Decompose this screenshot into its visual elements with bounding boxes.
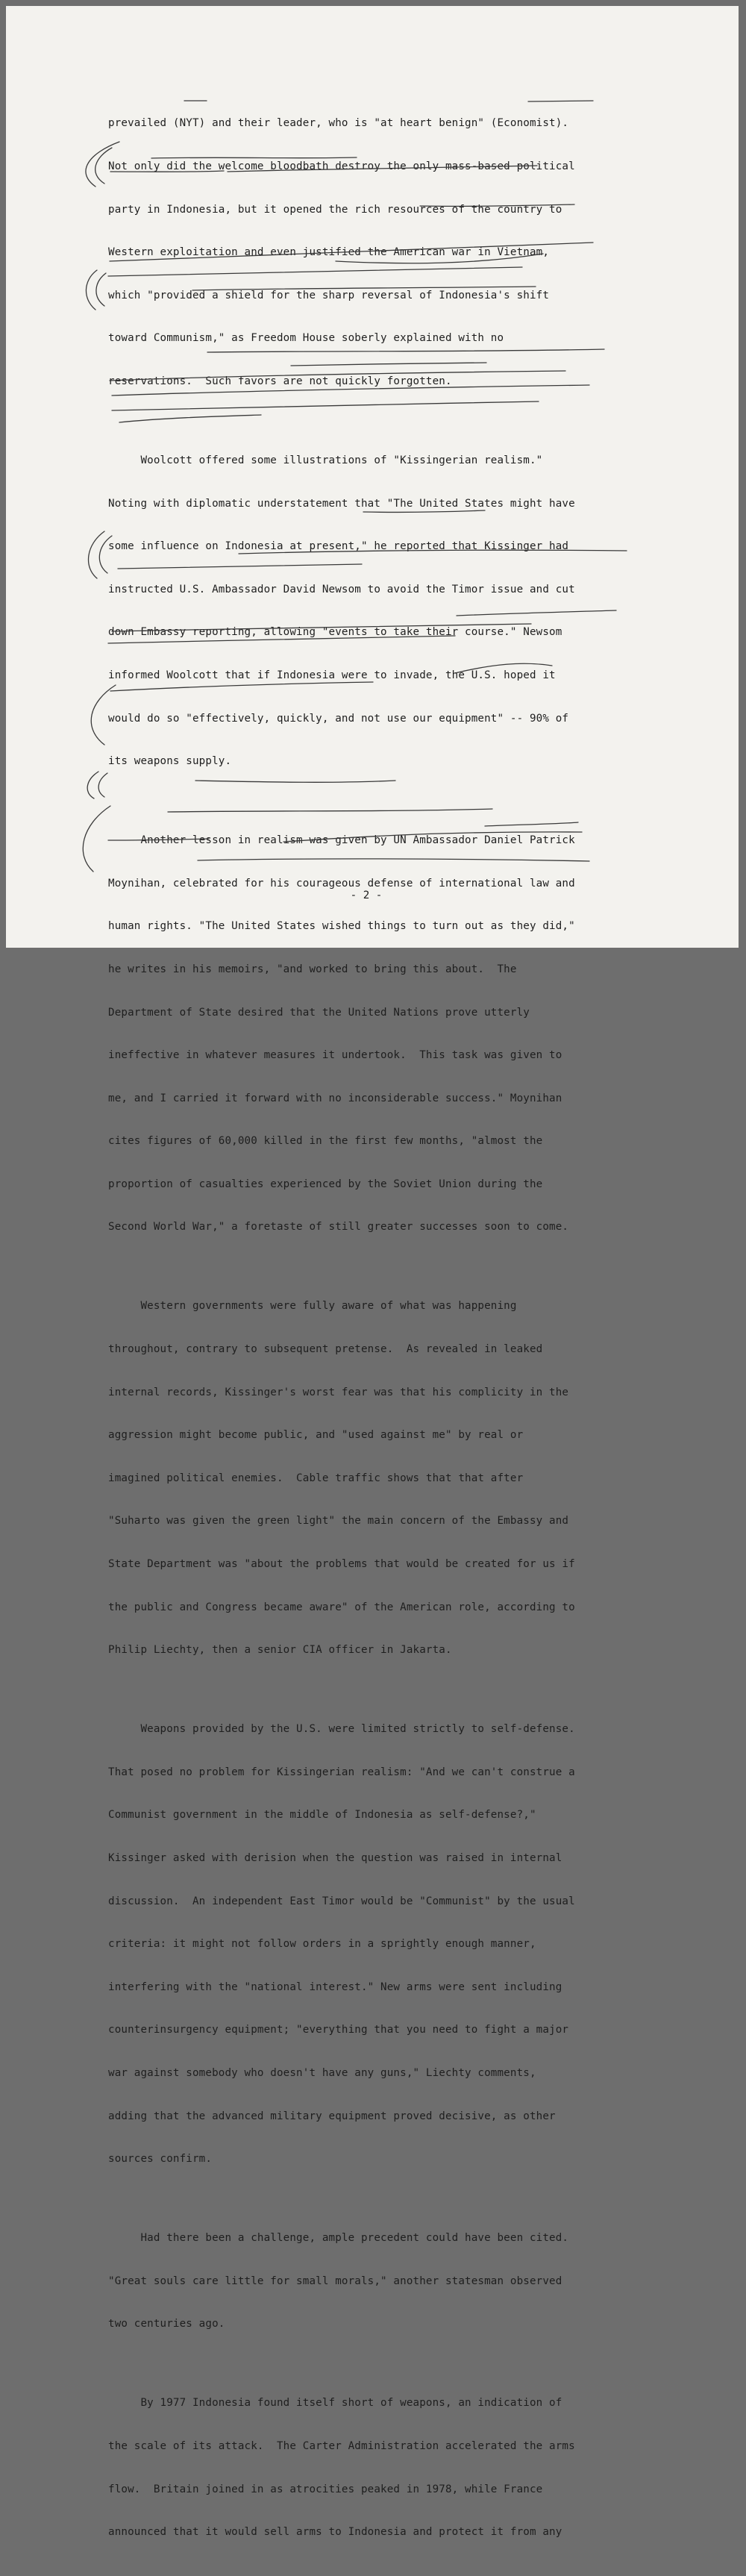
text-line: Philip Liechty, then a senior CIA officer in Jakarta. [108, 1644, 452, 1657]
text-line: toward Communism," as Freedom House soberly explained with no [108, 332, 504, 345]
text-line: State Department was "about the problems that would be created for us if [108, 1558, 575, 1571]
text-line: which "provided a shield for the sharp reversal of Indonesia's shift [108, 289, 550, 301]
paragraph-1 [108, 88, 630, 418]
text-line: Moynihan, celebrated for his courageous defense of international law and [108, 877, 575, 890]
text-line: throughout, contrary to subsequent pretense. As revealed in leaked [108, 1343, 543, 1356]
paragraph-3 [108, 805, 630, 1263]
text-line: Not only did the welcome bloodbath destroy the only mass-based political [108, 160, 575, 172]
paragraph-5 [108, 1694, 630, 2195]
text-line: Communist government in the middle of Indonesia as self-defense?," [108, 1809, 536, 1822]
text-line: cites figures of 60,000 killed in the first few months, "almost the [108, 1135, 543, 1148]
text-line: counterinsurgency equipment; "everything that you need to fight a major [108, 2024, 569, 2036]
text-line: "Suharto was given the green light" the main concern of the Embassy and [108, 1515, 569, 1528]
text-line: Second World War," a foretaste of still greater successes soon to come. [108, 1221, 569, 1234]
text-line: adding that the advanced military equipment proved decisive, as other [108, 2110, 556, 2122]
text-line: the public and Congress became aware" of the American role, according to [108, 1601, 575, 1613]
text-line: announced that it would sell arms to Indonesia and protect it from any [108, 2526, 562, 2539]
text-line: ineffective in whatever measures it undertook. This task was given to [108, 1049, 562, 1062]
text-line: would do so "effectively, quickly, and not use our equipment" -- 90% of [108, 712, 569, 725]
text-line: down Embassy reporting, allowing "events to take their course." Newsom [108, 626, 562, 639]
text-line: reservations. Such favors are not quickly forgotten. [108, 375, 452, 387]
text-line: discussion. An independent East Timor would be "Communist" by the usual [108, 1895, 575, 1907]
paragraph-4 [108, 1271, 630, 1686]
paragraph-7 [108, 2368, 630, 2569]
text-line: Department of State desired that the United Nations prove utterly [108, 1006, 530, 1019]
text-line: Had there been a challenge, ample precedent could have been cited. [108, 2232, 569, 2245]
text-line: proportion of casualties experienced by the Soviet Union during the [108, 1178, 543, 1190]
text-line: criteria: it might not follow orders in a sprightly enough manner, [108, 1938, 536, 1951]
text-line: Kissinger asked with derision when the question was raised in internal [108, 1852, 562, 1864]
text-line: its weapons supply. [108, 755, 232, 768]
text-line: internal records, Kissinger's worst fear was that his complicity in the [108, 1386, 569, 1398]
text-line: party in Indonesia, but it opened the rich resources of the country to [108, 203, 562, 216]
text-line: Western exploitation and even justified the American war in Vietnam, [108, 246, 550, 259]
text-line: aggression might become public, and "used against me" by real or [108, 1429, 524, 1442]
text-line: informed Woolcott that if Indonesia were to invade, the U.S. hoped it [108, 669, 556, 681]
text-line: Noting with diplomatic understatement that "The United States might have [108, 497, 575, 510]
text-line: prevailed (NYT) and their leader, who is "at heart benign" (Economist). [108, 117, 569, 130]
text-line: By 1977 Indonesia found itself short of weapons, an indication of [108, 2397, 562, 2410]
paragraph-6 [108, 2203, 630, 2360]
paragraph-2 [108, 425, 630, 798]
text-line: imagined political enemies. Cable traffic shows that that after [108, 1472, 524, 1484]
text-line: instructed U.S. Ambassador David Newsom to avoid the Timor issue and cut [108, 583, 575, 595]
page-text [108, 88, 630, 2576]
text-line: "Great souls care little for small morals," another statesman observed [108, 2275, 562, 2287]
text-line: some influence on Indonesia at present," he reported that Kissinger had [108, 540, 569, 553]
text-line: interfering with the "national interest." New arms were sent including [108, 1981, 562, 1993]
text-line: That posed no problem for Kissingerian realism: "And we can't construe a [108, 1766, 575, 1778]
text-line: war against somebody who doesn't have any guns," Liechty comments, [108, 2066, 536, 2079]
text-line: flow. Britain joined in as atrocities peaked in 1978, while France [108, 2483, 543, 2495]
text-line: he writes in his memoirs, "and worked to bring this about. The [108, 963, 517, 975]
text-line: Woolcott offered some illustrations of "Kissingerian realism." [108, 454, 543, 466]
page-number: - 2 - [350, 890, 383, 901]
text-line: Weapons provided by the U.S. were limited strictly to self-defense. [108, 1723, 575, 1736]
text-line: two centuries ago. [108, 2318, 225, 2330]
text-line: sources confirm. [108, 2153, 213, 2166]
text-line: Western governments were fully aware of what was happening [108, 1300, 517, 1313]
text-line: human rights. "The United States wished things to turn out as they did," [108, 920, 575, 933]
text-line: me, and I carried it forward with no inconsiderable success." Moynihan [108, 1092, 562, 1104]
text-line: the scale of its attack. The Carter Administration accelerated the arms [108, 2439, 575, 2452]
text-line: Another lesson in realism was given by UN Ambassador Daniel Patrick [108, 834, 575, 847]
